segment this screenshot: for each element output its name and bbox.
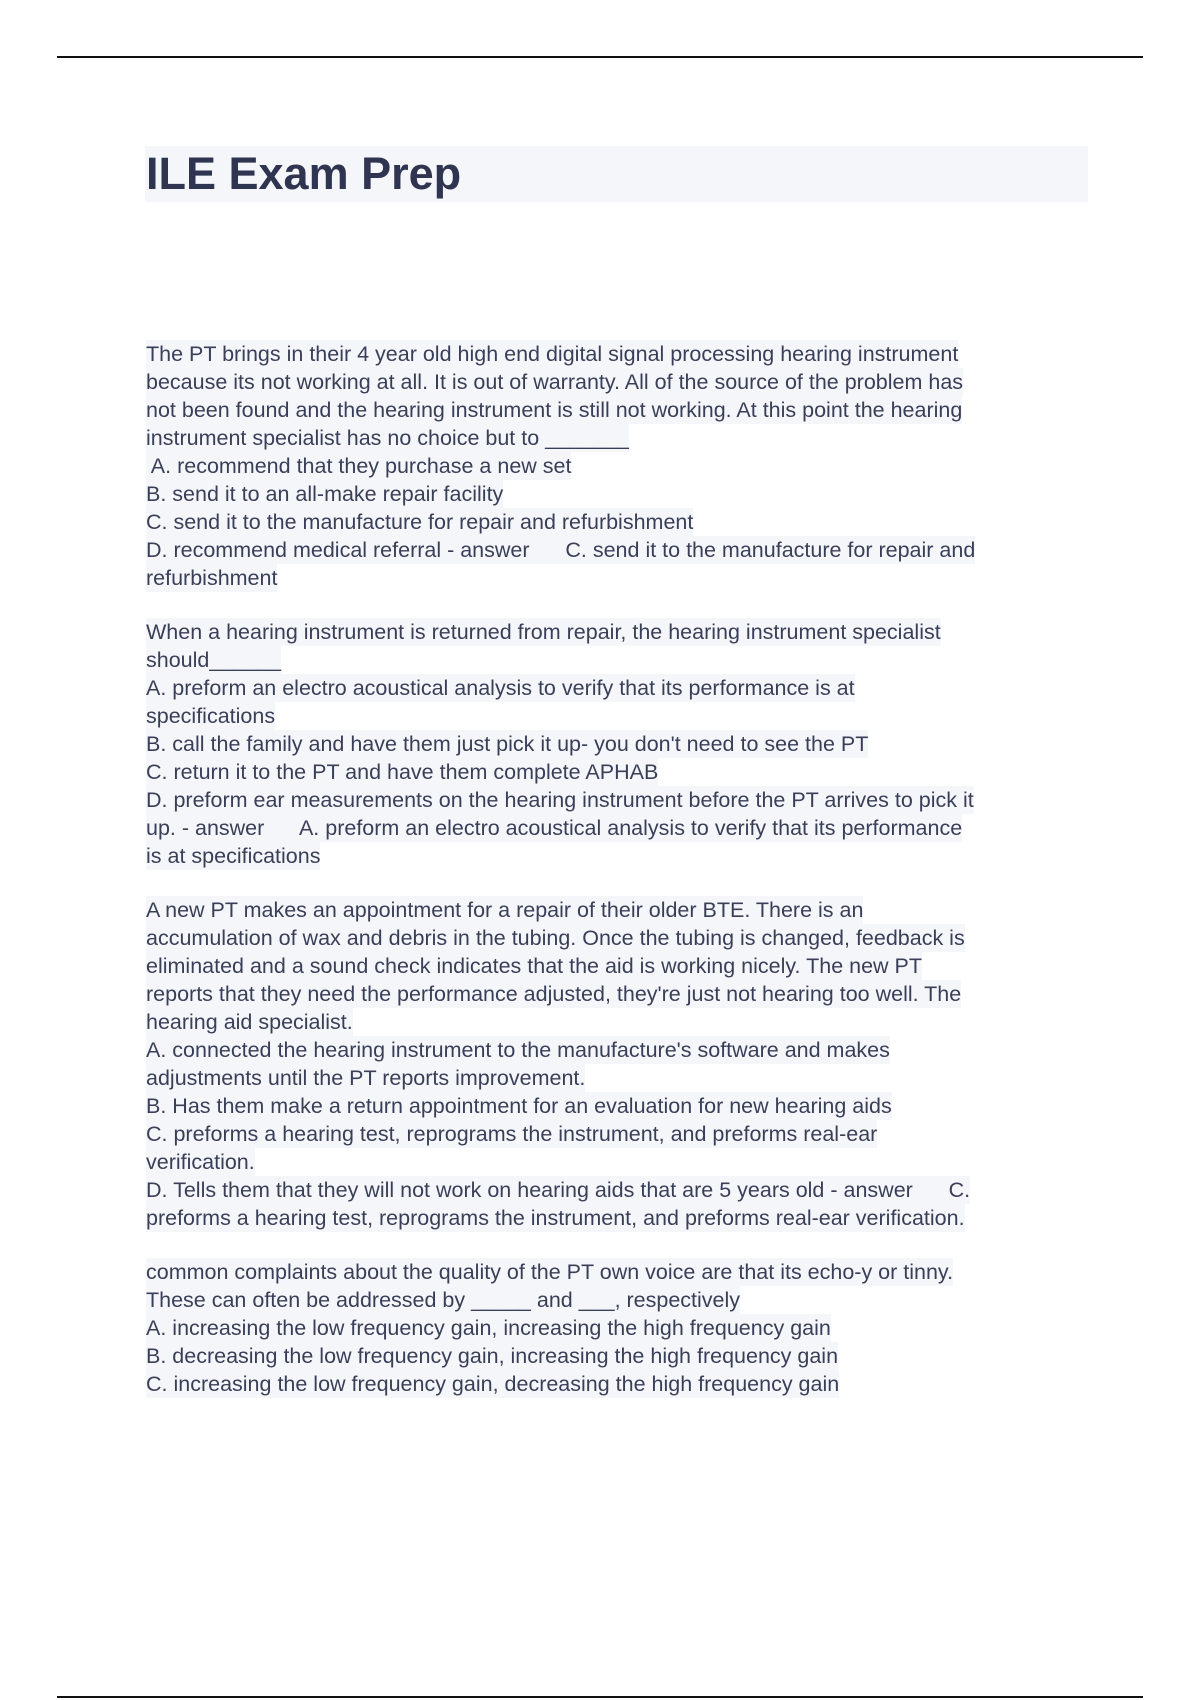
top-rule <box>57 56 1143 58</box>
answer-option: D. recommend medical referral - answer C. send it to the manufacture for repair and <box>146 538 976 562</box>
question-line: A new PT makes an appointment for a repair of their older BTE. There is an <box>146 898 864 922</box>
question-line: When a hearing instrument is returned from repair, the hearing instrument specialist <box>146 620 941 644</box>
answer-option: A. increasing the low frequency gain, increasing the high frequency gain <box>146 1316 831 1340</box>
answer-option: D. preform ear measurements on the hearing instrument before the PT arrives to pick it <box>146 788 974 812</box>
question-line: The PT brings in their 4 year old high end digital signal processing hearing instrument <box>146 342 959 366</box>
question-line: common complaints about the quality of the PT own voice are that its echo-y or tinny. <box>146 1260 954 1284</box>
document-body <box>146 340 1091 1424</box>
question-line: not been found and the hearing instrument is still not working. At this point the hearing <box>146 398 963 422</box>
answer-option: B. call the family and have them just pick it up- you don't need to see the PT <box>146 732 869 756</box>
answer-option: C. return it to the PT and have them complete APHAB <box>146 760 659 784</box>
answer-text: preforms a hearing test, reprograms the instrument, and preforms real-ear verification. <box>146 1206 965 1230</box>
answer-option: specifications <box>146 704 276 728</box>
answer-option: C. preforms a hearing test, reprograms the instrument, and preforms real-ear <box>146 1122 878 1146</box>
bottom-rule <box>57 1696 1143 1698</box>
answer-option: verification. <box>146 1150 255 1174</box>
answer-text: up. - answer A. preform an electro acoustical analysis to verify that its performance <box>146 816 963 840</box>
question-2 <box>146 618 1091 870</box>
question-3 <box>146 896 1091 1232</box>
answer-option: A. preform an electro acoustical analysis to verify that its performance is at <box>146 676 855 700</box>
answer-option: B. Has them make a return appointment for an evaluation for new hearing aids <box>146 1094 892 1118</box>
answer-text: is at specifications <box>146 844 321 868</box>
question-line: accumulation of wax and debris in the tubing. Once the tubing is changed, feedback is <box>146 926 965 950</box>
answer-option: C. increasing the low frequency gain, decreasing the high frequency gain <box>146 1372 840 1396</box>
question-line: eliminated and a sound check indicates that the aid is working nicely. The new PT <box>146 954 923 978</box>
answer-text: refurbishment <box>146 566 278 590</box>
answer-option: A. recommend that they purchase a new set <box>146 454 572 478</box>
answer-option: B. decreasing the low frequency gain, increasing the high frequency gain <box>146 1344 839 1368</box>
question-1 <box>146 340 1091 592</box>
answer-option: D. Tells them that they will not work on hearing aids that are 5 years old - answer C. <box>146 1178 971 1202</box>
question-line: should______ <box>146 648 282 672</box>
answer-option: C. send it to the manufacture for repair and refurbishment <box>146 510 694 534</box>
question-line: reports that they need the performance adjusted, they're just not hearing too well. The <box>146 982 962 1006</box>
question-4 <box>146 1258 1091 1398</box>
question-line: instrument specialist has no choice but to _______ <box>146 426 629 450</box>
answer-option: A. connected the hearing instrument to the manufacture's software and makes <box>146 1038 890 1062</box>
answer-option: B. send it to an all-make repair facility <box>146 482 504 506</box>
answer-option: adjustments until the PT reports improvement. <box>146 1066 586 1090</box>
question-line: These can often be addressed by _____ and ___, respectively <box>146 1288 741 1312</box>
question-line: hearing aid specialist. <box>146 1010 353 1034</box>
page-title: ILE Exam Prep <box>146 148 462 199</box>
question-line: because its not working at all. It is out of warranty. All of the source of the problem has <box>146 370 964 394</box>
